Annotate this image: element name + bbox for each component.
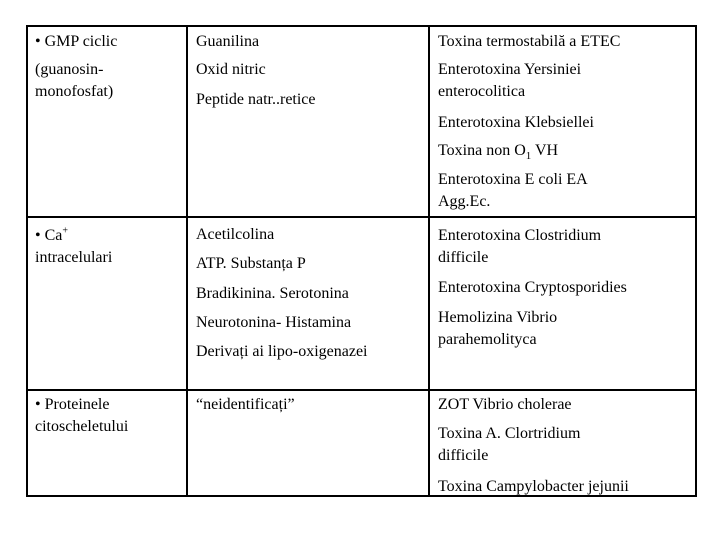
row1-toxin-5-line1: Enterotoxina E coli EA bbox=[438, 171, 588, 188]
row1-toxin-1: Toxina termostabilă a ETEC bbox=[438, 33, 621, 50]
row1-mediator-3: Peptide natr..retice bbox=[196, 91, 316, 108]
column-divider-2 bbox=[428, 25, 430, 497]
row1-toxin-4-subscript: 1 bbox=[525, 150, 532, 163]
row2-category-prefix: • Ca bbox=[35, 227, 63, 244]
row2-category-superscript: + bbox=[62, 225, 69, 237]
row1-mediator-1: Guanilina bbox=[196, 33, 260, 50]
row2-mediator-1: Acetilcolina bbox=[196, 226, 275, 243]
row2-category-line2: intracelulari bbox=[35, 249, 113, 266]
row3-toxin-2-line2: difficile bbox=[438, 447, 489, 464]
row1-category-line1: • GMP ciclic bbox=[35, 33, 118, 50]
row1-mediator-2: Oxid nitric bbox=[196, 61, 266, 78]
row2-mediator-3: Bradikinina. Serotonina bbox=[196, 285, 349, 302]
row1-toxin-4 bbox=[438, 139, 558, 163]
row3-mediator-1: “neidentificați” bbox=[196, 396, 295, 413]
row2-mediator-5: Derivați ai lipo-oxigenazei bbox=[196, 343, 368, 360]
row3-toxin-2-line1: Toxina A. Clortridium bbox=[438, 425, 581, 442]
row1-category-line2: (guanosin- bbox=[35, 61, 104, 78]
row1-toxin-2-line2: enterocolitica bbox=[438, 83, 526, 100]
row2-toxin-3-line2: parahemolityca bbox=[438, 331, 537, 348]
row3-toxin-1: ZOT Vibrio cholerae bbox=[438, 396, 572, 413]
column-divider-1 bbox=[186, 25, 188, 497]
row3-category-line1: • Proteinele bbox=[35, 396, 110, 413]
row2-mediator-2: ATP. Substanța P bbox=[196, 255, 306, 272]
row-divider-2 bbox=[26, 389, 697, 391]
row1-toxin-3: Enterotoxina Klebsiellei bbox=[438, 114, 594, 131]
row3-toxin-3: Toxina Campylobacter jejunii bbox=[438, 478, 629, 495]
row3-category-line2: citoscheletului bbox=[35, 418, 129, 435]
row2-toxin-2: Enterotoxina Cryptosporidies bbox=[438, 279, 627, 296]
row2-toxin-3-line1: Hemolizina Vibrio bbox=[438, 309, 558, 326]
row2-toxin-1-line1: Enterotoxina Clostridium bbox=[438, 227, 602, 244]
row2-mediator-4: Neurotonina- Histamina bbox=[196, 314, 352, 331]
row1-toxin-4-suffix: VH bbox=[531, 142, 559, 159]
row2-toxin-1-line2: difficile bbox=[438, 249, 489, 266]
row1-toxin-2-line1: Enterotoxina Yersiniei bbox=[438, 61, 582, 78]
row1-category-line3: monofosfat) bbox=[35, 83, 114, 100]
row-divider-1 bbox=[26, 216, 697, 218]
row1-toxin-5-line2: Agg.Ec. bbox=[438, 193, 491, 210]
row2-category-line1 bbox=[35, 225, 68, 247]
row1-toxin-4-prefix: Toxina non O bbox=[438, 142, 526, 159]
